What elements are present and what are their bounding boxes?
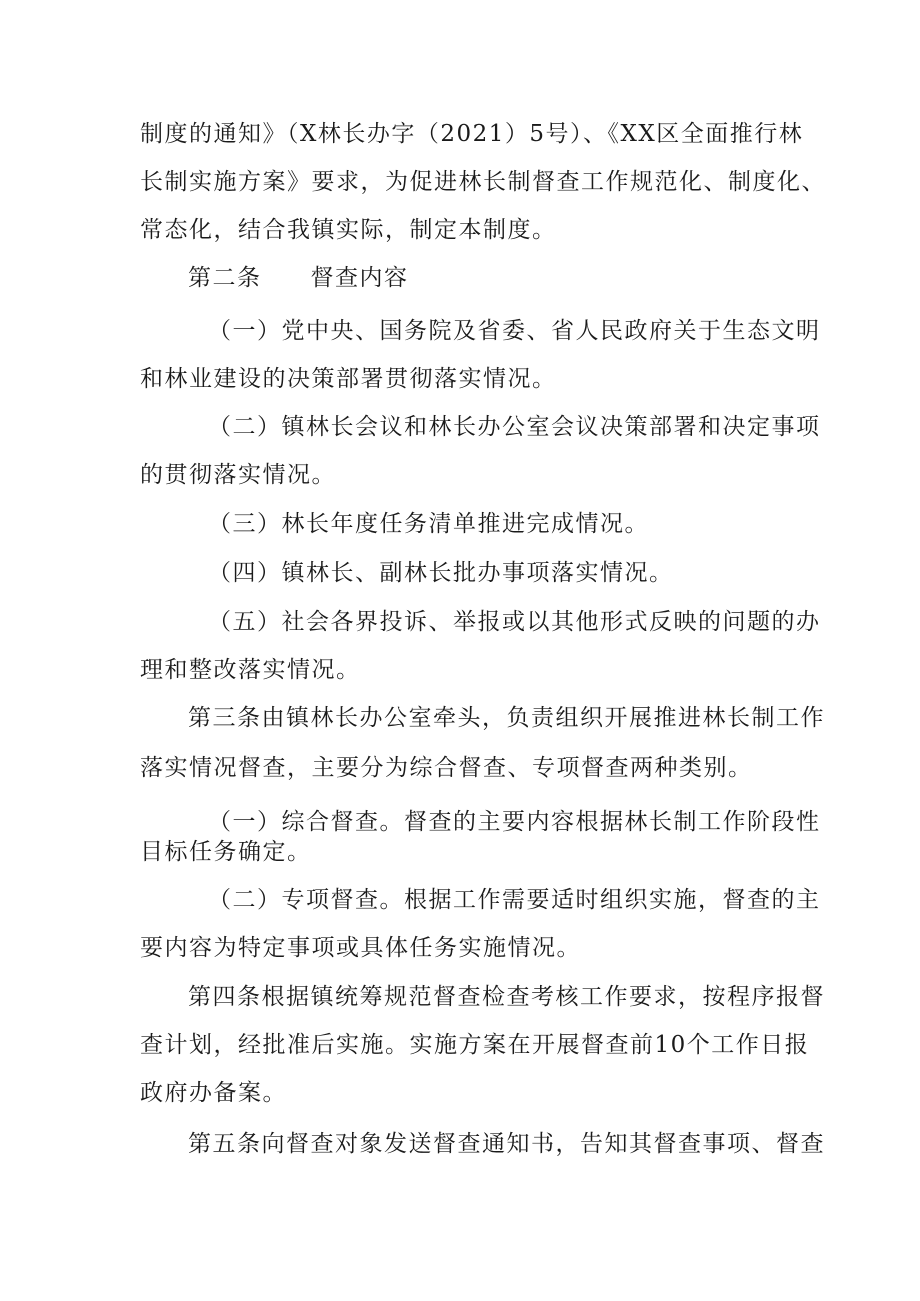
text-line: （一）综合督查。督查的主要内容根据林长制工作阶段性 [208,809,821,835]
text-line: （五）社会各界投诉、举报或以其他形式反映的问题的办 [208,609,821,635]
text-line: 的贯彻落实情况。 [140,462,336,488]
text-line: 要内容为特定事项或具体任务实施情况。 [140,935,581,961]
text-line: 第四条根据镇统筹规范督查检查考核工作要求，按程序报督 [188,984,825,1010]
text-line: （三）林长年度任务清单推进完成情况。 [208,511,649,537]
text-line: （一）党中央、国务院及省委、省人民政府关于生态文明 [208,318,821,344]
text-line: 第三条由镇林长办公室牵头，负责组织开展推进林长制工作 [188,705,825,731]
text-line: 第五条向督查对象发送督查通知书，告知其督查事项、督查 [188,1131,825,1157]
text-line: 和林业建设的决策部署贯彻落实情况。 [140,366,557,392]
text-line: 长制实施方案》要求，为促进林长制督查工作规范化、制度化、 [140,169,826,195]
text-line: 查计划，经批准后实施。实施方案在开展督查前10个工作日报 [140,1032,810,1058]
text-line: （二）镇林长会议和林长办公室会议决策部署和决定事项 [208,414,821,440]
article-heading: 第二条 督查内容 [188,265,409,291]
text-line: （二）专项督查。根据工作需要适时组织实施，督查的主 [208,887,821,913]
text-line: 理和整改落实情况。 [140,657,361,683]
text-line: 落实情况督查，主要分为综合督查、专项督查两种类别。 [140,755,753,781]
text-line: （四）镇林长、副林长批办事项落实情况。 [208,560,674,586]
text-line: 制度的通知》（X林长办字（2021）5号）、《XX区全面推行林 [140,121,804,147]
text-line: 目标任务确定。 [140,839,312,865]
text-line: 政府办备案。 [140,1080,287,1106]
text-line: 常态化，结合我镇实际，制定本制度。 [140,217,557,243]
